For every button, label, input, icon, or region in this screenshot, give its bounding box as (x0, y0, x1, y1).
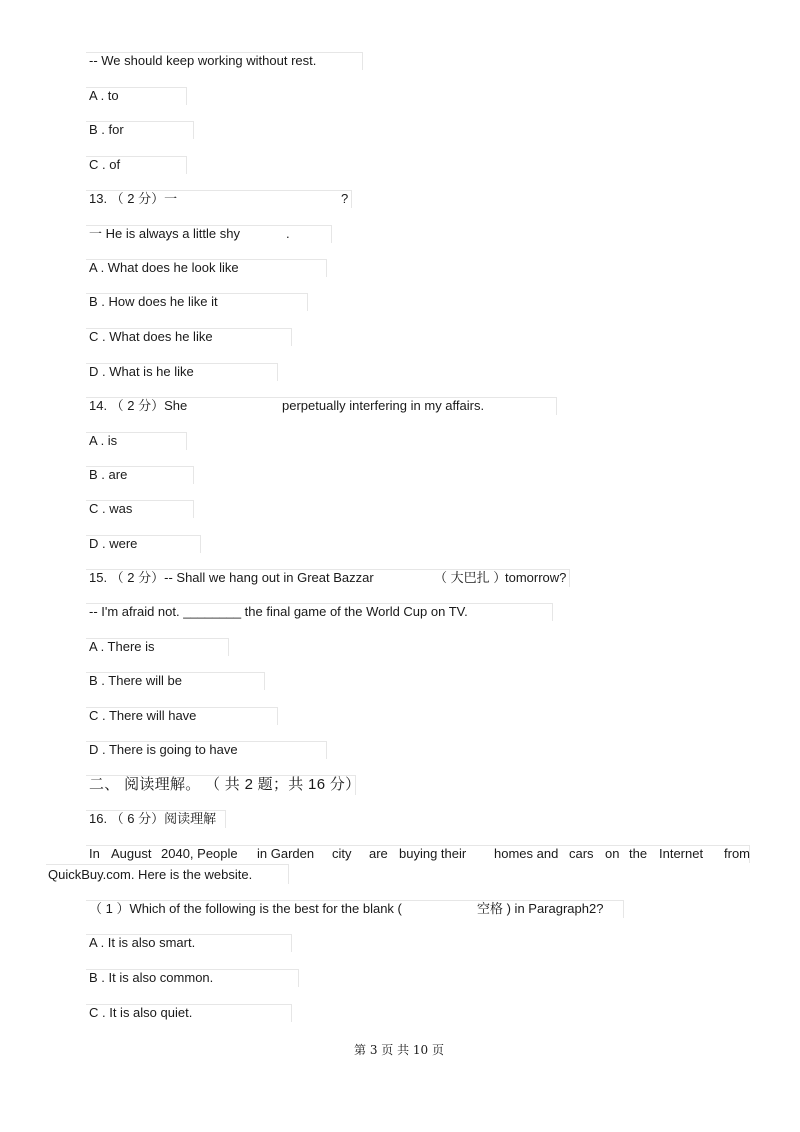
option-b: B . It is also common. (89, 970, 214, 985)
option-b: B . There will be (89, 673, 182, 688)
option-b: B . How does he like it (89, 294, 218, 309)
question-15-stem-cn: （ 大巴扎 ） (434, 570, 507, 585)
question-16-stem: 16. （ 6 分）阅读理解 (89, 811, 217, 826)
question-13-mark: ? (341, 191, 349, 206)
paragraph-word: 2040, People (161, 846, 238, 861)
paragraph-word: are (369, 846, 388, 861)
paragraph-word: in Garden (257, 846, 315, 861)
paragraph-line-2: QuickBuy.com. Here is the website. (48, 867, 253, 882)
page-footer: 第 3 页 共 10 页 (354, 1043, 444, 1057)
section-2-title: 二、 阅读理解。 （ 共 2 题；共 16 分） (89, 776, 361, 793)
option-b: B . for (89, 122, 124, 137)
paragraph-word: August (111, 846, 152, 861)
paragraph-word: on (605, 846, 620, 861)
option-a: A . There is (89, 639, 155, 654)
paragraph-word: city (332, 846, 352, 861)
option-b: B . are (89, 467, 128, 482)
option-a: A . What does he look like (89, 260, 239, 275)
paragraph-word: cars (569, 846, 594, 861)
paragraph-word: from (724, 846, 750, 861)
dialogue-line: -- I'm afraid not. ________ the final game of the World Cup on TV. (89, 604, 468, 619)
option-c: C . What does he like (89, 329, 213, 344)
paragraph-word: homes and (494, 846, 559, 861)
paragraph-word: Internet (659, 846, 704, 861)
option-d: D . What is he like (89, 364, 194, 379)
paragraph-word: In (89, 846, 100, 861)
question-15-stem: 15. （ 2 分）-- Shall we hang out in Great Bazzar (89, 570, 374, 585)
dialogue-line: -- We should keep working without rest. (89, 53, 317, 68)
option-d: D . There is going to have (89, 742, 238, 757)
paragraph-word: the (629, 846, 648, 861)
question-14-stem: 14. （ 2 分）She (89, 398, 188, 413)
option-c: C . It is also quiet. (89, 1005, 193, 1020)
question-15-stem-end: tomorrow? (505, 570, 567, 585)
paragraph-word: buying their (399, 846, 467, 861)
subquestion-1-stem-end: 空格 ) in Paragraph2? (477, 901, 604, 916)
option-c: C . was (89, 501, 133, 516)
question-14-stem-rest: perpetually interfering in my affairs. (282, 398, 485, 413)
option-a: A . is (89, 433, 118, 448)
dialogue-line: 一 He is always a little shy (89, 226, 240, 241)
dialogue-line-end: . (286, 226, 290, 241)
question-13-stem: 13. （ 2 分）一 (89, 191, 178, 206)
option-c: C . of (89, 157, 121, 172)
option-a: A . to (89, 88, 119, 103)
option-d: D . were (89, 536, 138, 551)
option-a: A . It is also smart. (89, 935, 196, 950)
option-c: C . There will have (89, 708, 197, 723)
subquestion-1-stem: （ 1 ）Which of the following is the best for the blank ( (89, 901, 402, 916)
